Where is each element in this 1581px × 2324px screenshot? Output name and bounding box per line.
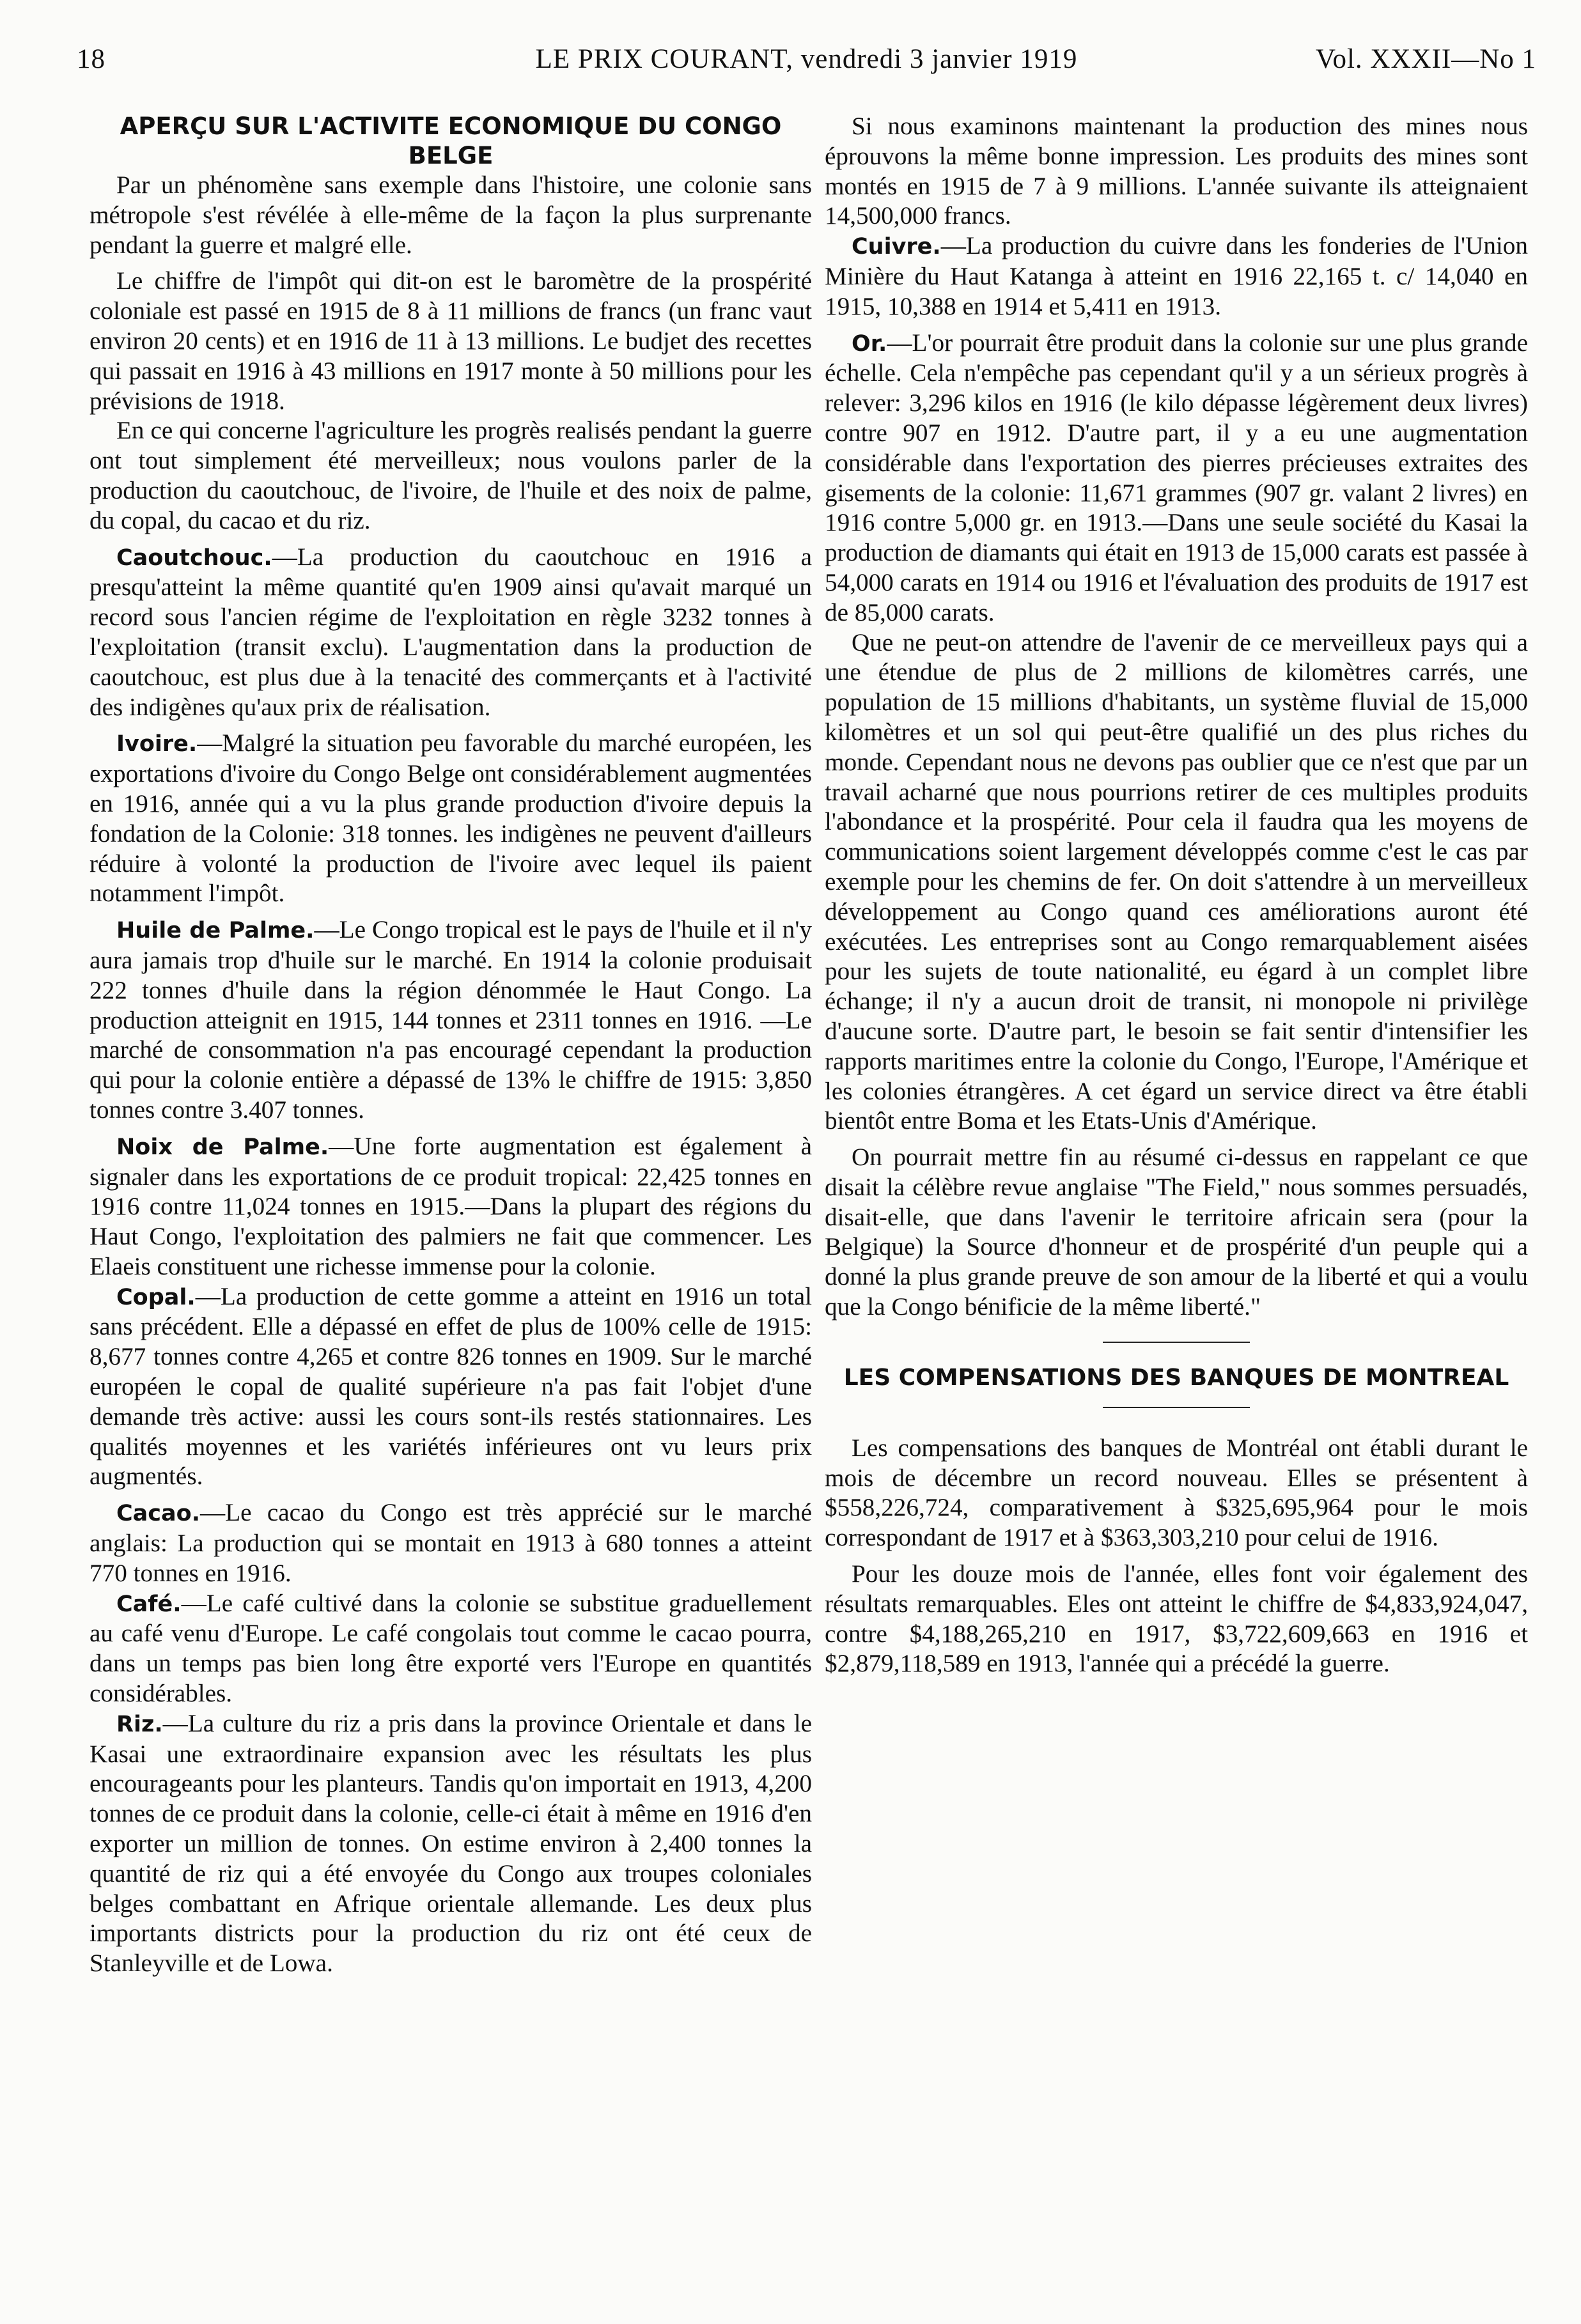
- lead-cuivre: Cuivre.: [852, 234, 941, 260]
- paragraph-mines: Si nous examinons maintenant la production des mines nous éprouvons la même bonne impression. Les produits des mines sont montés en 1915 de 7 à 9 millions. L'année suivante ils atteignaient 14,500,000 francs.: [825, 112, 1528, 230]
- text-huile: —Le Congo tropical est le pays de l'huile et il n'y aura jamais trop d'huile sur le marché. En 1914 la colonie produisait 222 tonnes d'huile dans la région dénommée le Haut Congo. La production atteignit en 1915, 144 tonnes et 2311 tonnes en 1916. —Le marché de consommation n'a pas encouragé cependant la production qui pour la colonie entière a dépassé de 13% le chiffre de 1915: 3,850 tonnes contre 3.407 tonnes.: [90, 916, 812, 1124]
- paragraph-cacao: [90, 1498, 812, 1588]
- text-caoutchouc: —La production du caoutchouc en 1916 a presqu'atteint la même quantité qu'en 1909 ainsi qu'avait marqué un record sous l'ancien régime de l'exploitation en règle 3232 tonnes à l'exploitation (transit exclu). L'augmentation dans la production de caoutchouc, est plus due à la tenacité des commerçants et à l'activité des indigènes qu'aux prix de réalisation.: [90, 543, 812, 721]
- paragraph-cuivre: [825, 231, 1528, 321]
- paragraph-conclusion: On pourrait mettre fin au résumé ci-dessus en rappelant ce que disait la célèbre revue anglaise "The Field," nous sommes persuadés, disait-elle, que dans l'avenir le territoire africain sera (pour la Belgique) la Source d'honneur et de prospérité d'un peuple qui a donné la plus grande preuve de son amour de la liberté et qui a voulu que la Congo bénificie de la même liberté.": [825, 1143, 1528, 1321]
- text-noix: —Une forte augmentation est également à signaler dans les exportations de ce produit tropical: 22,425 tonnes en 1916 contre 11,024 tonnes en 1915.—Dans la plupart des régions du Haut Congo, l'exploitation des palmiers ne fait que commencer. Les Elaeis constituent une richesse immense pour la colonie.: [90, 1132, 812, 1280]
- text-riz: —La culture du riz a pris dans la province Orientale et dans le Kasai une extraordinaire expansion avec les résultats les plus encourageants pour les planteurs. Tandis qu'on importait en 1913, 4,200 tonnes de ce produit dans la colonie, celle-ci était à même en 1916 d'en exporter un million de tonnes. On estime environ à 2,400 tonnes la quantité de riz qui a été envoyée du Congo aux troupes coloniales belges combattant en Afrique orientale allemande. Les deux plus importants districts pour la production du riz ont été ceux de Stanleyville et de Lowa.: [90, 1709, 812, 1978]
- lead-huile: Huile de Palme.: [116, 918, 315, 944]
- lead-caoutchouc: Caoutchouc.: [116, 545, 272, 571]
- paragraph-compensations-1: Les compensations des banques de Montréal ont établi durant le mois de décembre un record nouveau. Elles se présentent à $558,226,724, comparativement à $325,695,964 pour le mois correspondant de 1917 et à $363,303,210 pour celui de 1916.: [825, 1434, 1528, 1552]
- paragraph-intro: Par un phénomène sans exemple dans l'histoire, une colonie sans métropole s'est révélée à elle-même de la façon la plus surprenante pendant la guerre et malgré elle.: [90, 171, 812, 259]
- text-or: —L'or pourrait être produit dans la colonie sur une plus grande échelle. Cela n'empêche pas cependant qu'il y a un sérieux progrès à relever: 3,296 kilos en 1916 (le kilo dépasse légèrement deux livres) contre 907 en 1912. D'autre part, il y a eu une augmentation considérable dans l'exportation des pierres précieuses extraites des gisements de la colonie: 11,671 grammes (907 gr. valant 2 livres) en 1916 contre 5,000 gr. en 1913.—Dans une seule société du Kasai la production de diamants qui était en 1913 de 15,000 carats est passée à 54,000 carats en 1914 ou 1916 et l'évaluation des produits de 1917 est de 85,000 carats.: [825, 329, 1528, 626]
- lead-ivoire: Ivoire.: [116, 731, 198, 757]
- text-copal: —La production de cette gomme a atteint en 1916 un total sans précédent. Elle a dépassé en effet de plus de 100% celle de 1915: 8,677 tonnes contre 4,265 et contre 826 tonnes en 1909. Sur le marché européen le copal de qualité supérieure n'a pas fait l'objet d'une demande très active: aussi les cours sont-ils restés stationnaires. Les qualités moyennes et les variétés inférieures ont vu leurs prix augmentés.: [90, 1282, 812, 1491]
- lead-copal: Copal.: [116, 1284, 196, 1310]
- lead-riz: Riz.: [116, 1711, 163, 1737]
- paragraph-or: [825, 329, 1528, 628]
- paragraph-riz-start: [90, 1709, 812, 1979]
- journal-title: LE PRIX COURANT, vendredi 3 janvier 1919: [535, 44, 1078, 74]
- article2-title: LES COMPENSATIONS DES BANQUES DE MONTREAL: [843, 1364, 1509, 1391]
- paragraph-avenir: Que ne peut-on attendre de l'avenir de ce merveilleux pays qui a une étendue de plus de 2 millions de kilomètres carrés, une population de 15 millions d'habitants, un système fluvial de 15,000 kilomètres et un sol qui peut-être qualifié un des plus riches du monde. Cependant nous ne devons pas oublier que ce n'est que par un travail acharné que nous pourrions retirer de ces multiples produits l'abondance et la prospérité. Pour cela il faudra qua les moyens de communications soient largement développés comme c'est le cas par exemple pour les chemins de fer. On doit s'attendre à un merveilleux développement au Congo quand ces améliorations auront été exécutées. Les entreprises sont au Congo remarquablement aisées pour les sujets de toute nationalité, eu égard à un complet libre échange; il n'y a aucun droit de transit, ni monopole ni privilège d'aucune sorte. D'autre part, le besoin se fait sentir d'intensifier les rapports maritimes entre la colonie du Congo, l'Europe, l'Amérique et les colonies étrangères. A cet égard un service direct va être établi bientôt entre Boma et les Etats-Unis d'Amérique.: [825, 628, 1528, 1135]
- text-cacao: —Le cacao du Congo est très apprécié sur le marché anglais: La production qui se montait en 1913 à 680 tonnes a atteint 770 tonnes en 1916.: [90, 1499, 812, 1587]
- lead-cacao: Cacao.: [116, 1501, 201, 1527]
- text-cafe: —Le café cultivé dans la colonie se substitue graduellement au café venu d'Europe. Le café congolais tout comme le cacao pourra, dans un temps pas bien long être exporté vers l'Europe en quantités considérables.: [90, 1589, 812, 1708]
- section-divider: [1103, 1342, 1250, 1343]
- paragraph-huile: [90, 915, 812, 1126]
- page-number: 18: [77, 44, 105, 74]
- left-column: [90, 112, 812, 1979]
- volume-number: Vol. XXXII—No 1: [1315, 44, 1536, 74]
- right-column: [825, 112, 1528, 1679]
- text-cuivre: —La production du cuivre dans les fonderies de l'Union Minière du Haut Katanga à atteint en 1916 22,165 t. c/ 14,040 en 1915, 10,388 en 1914 et 5,411 en 1913.: [825, 232, 1528, 320]
- paragraph-agriculture: En ce qui concerne l'agriculture les progrès realisés pendant la guerre ont tout simplement été merveilleux; nous voulons parler de la production du caoutchouc, de l'ivoire, de l'huile et des noix de palme, du copal, du cacao et du riz.: [90, 417, 812, 534]
- paragraph-compensations-2: Pour les douze mois de l'année, elles font voir également des résultats remarquables. Eles ont atteint le chiffre de $4,833,924,047, contre $4,188,265,210 en 1917, $3,722,609,663 en 1916 et $2,879,118,589 en 1913, l'année qui a précédé la guerre.: [825, 1560, 1528, 1678]
- paragraph-ivoire: [90, 729, 812, 909]
- lead-cafe: Café.: [116, 1591, 182, 1617]
- text-ivoire: —Malgré la situation peu favorable du marché européen, les exportations d'ivoire du Congo Belge ont considérablement augmentées en 1916, année qui a vu la plus grande production d'ivoire depuis la fondation de la Colonie: 318 tonnes. les indigènes ne peuvent d'ailleurs réduire à volonté la production de l'ivoire avec lequel ils paient notamment l'impôt.: [90, 729, 812, 908]
- article-title: APERÇU SUR L'ACTIVITE ECONOMIQUE DU CONGO BELGE: [120, 112, 782, 169]
- paragraph-cafe: [90, 1589, 812, 1709]
- paragraph-impot: Le chiffre de l'impôt qui dit-on est le baromètre de la prospérité coloniale est passé en 1915 de 8 à 11 millions de francs (un franc vaut environ 20 cents) et en 1916 de 11 à 13 millions. Le budjet des recettes qui passait en 1916 à 43 millions en 1917 monte à 50 millions pour les prévisions de 1918.: [90, 267, 812, 415]
- paragraph-caoutchouc: [90, 543, 812, 723]
- paragraph-noix: [90, 1132, 812, 1282]
- lead-or: Or.: [852, 330, 887, 357]
- paragraph-copal: [90, 1282, 812, 1492]
- title-underline: [1103, 1407, 1250, 1408]
- lead-noix: Noix de Palme.: [116, 1134, 329, 1160]
- running-header: [77, 43, 1536, 82]
